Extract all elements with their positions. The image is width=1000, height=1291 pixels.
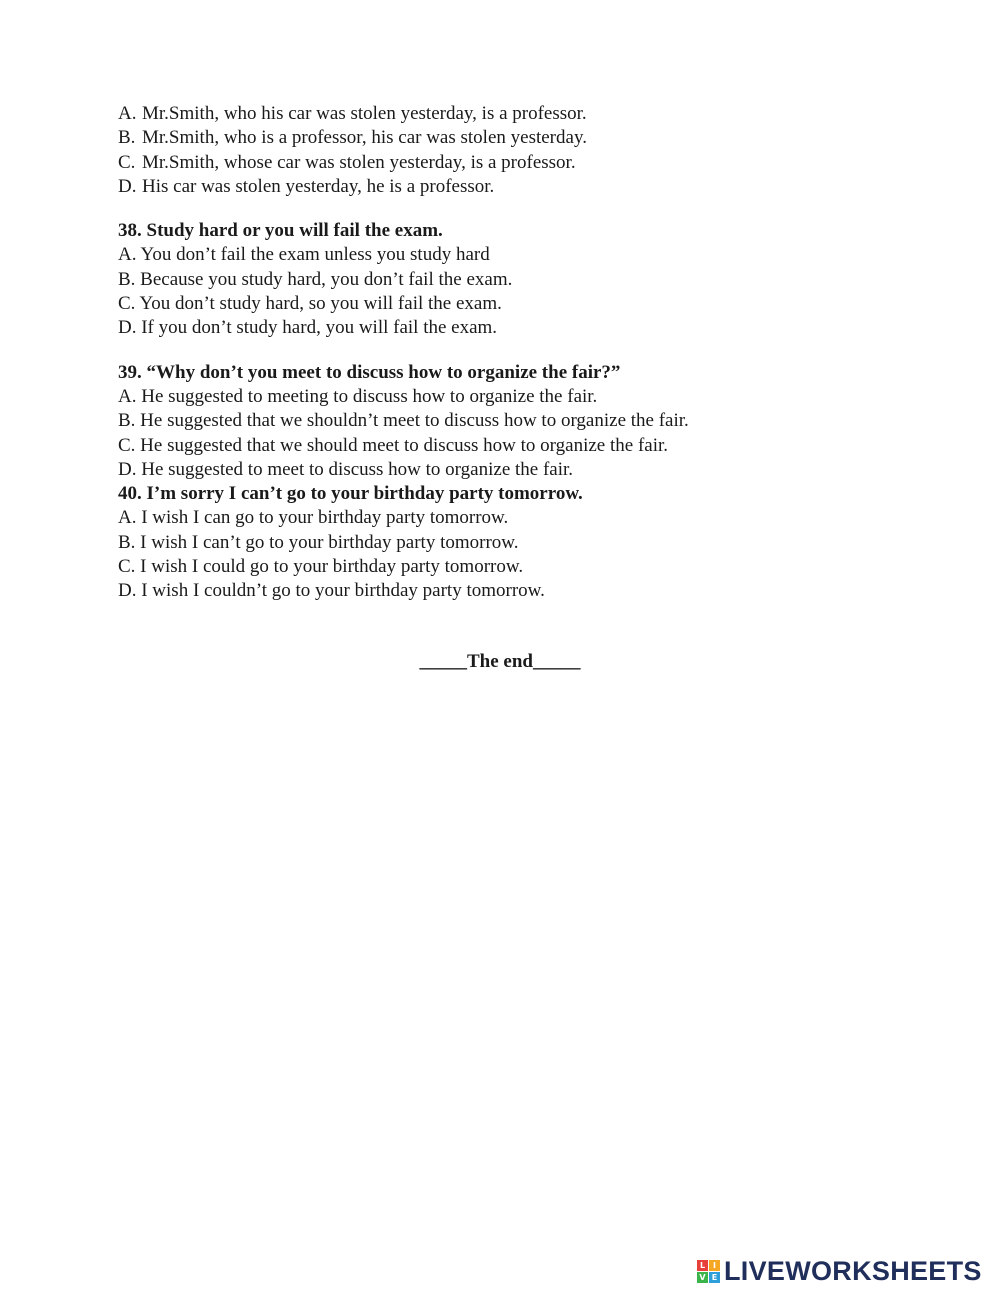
the-end-footer: _____The end_____ bbox=[419, 651, 581, 672]
question-38-title: 38. Study hard or you will fail the exam. bbox=[118, 220, 443, 242]
question-39 bbox=[118, 361, 878, 482]
question-40 bbox=[118, 482, 878, 603]
option-38-b: B. Because you study hard, you don’t fail the exam. bbox=[118, 268, 513, 290]
option-40-b: B. I wish I can’t go to your birthday party tomorrow. bbox=[118, 531, 519, 553]
option-38-d: D. If you don’t study hard, you will fail the exam. bbox=[118, 317, 498, 339]
option-40-c: C. I wish I could go to your birthday party tomorrow. bbox=[118, 556, 524, 578]
option-38-a: A. You don’t fail the exam unless you study hard bbox=[118, 244, 490, 266]
liveworksheets-logo-text: LIVEWORKSHEETS bbox=[724, 1255, 982, 1286]
liveworksheets-logo[interactable] bbox=[697, 1254, 982, 1288]
logo-mark-tile: E bbox=[709, 1272, 720, 1283]
logo-mark-tile: L bbox=[697, 1260, 708, 1271]
option-38-c: C. You don’t study hard, so you will fail the exam. bbox=[118, 293, 502, 315]
option-40-d: D. I wish I couldn’t go to your birthday party tomorrow. bbox=[118, 580, 545, 602]
question-39-title: 39. “Why don’t you meet to discuss how to organize the fair?” bbox=[118, 361, 621, 383]
question-40-title: 40. I’m sorry I can’t go to your birthday party tomorrow. bbox=[118, 483, 583, 505]
option-37-a: A. Mr.Smith, who his car was stolen yesterday, is a professor. bbox=[118, 103, 587, 124]
option-37-c: C. Mr.Smith, whose car was stolen yesterday, is a professor. bbox=[118, 151, 576, 173]
option-39-b: B. He suggested that we shouldn’t meet to discuss how to organize the fair. bbox=[118, 410, 689, 432]
question-37-options bbox=[118, 102, 878, 199]
option-39-d: D. He suggested to meet to discuss how to organize the fair. bbox=[118, 458, 574, 480]
question-38 bbox=[118, 219, 878, 340]
option-37-d: D. His car was stolen yesterday, he is a professor. bbox=[118, 175, 495, 197]
option-37-b: B. Mr.Smith, who is a professor, his car was stolen yesterday. bbox=[118, 127, 587, 149]
liveworksheets-logo-icon bbox=[697, 1260, 720, 1283]
option-40-a: A. I wish I can go to your birthday party tomorrow. bbox=[118, 507, 509, 529]
option-39-a: A. He suggested to meeting to discuss how to organize the fair. bbox=[118, 385, 598, 407]
logo-mark-tile: V bbox=[697, 1272, 708, 1283]
option-39-c: C. He suggested that we should meet to discuss how to organize the fair. bbox=[118, 434, 669, 456]
logo-mark-tile: I bbox=[709, 1260, 720, 1271]
worksheet-page bbox=[118, 102, 878, 604]
